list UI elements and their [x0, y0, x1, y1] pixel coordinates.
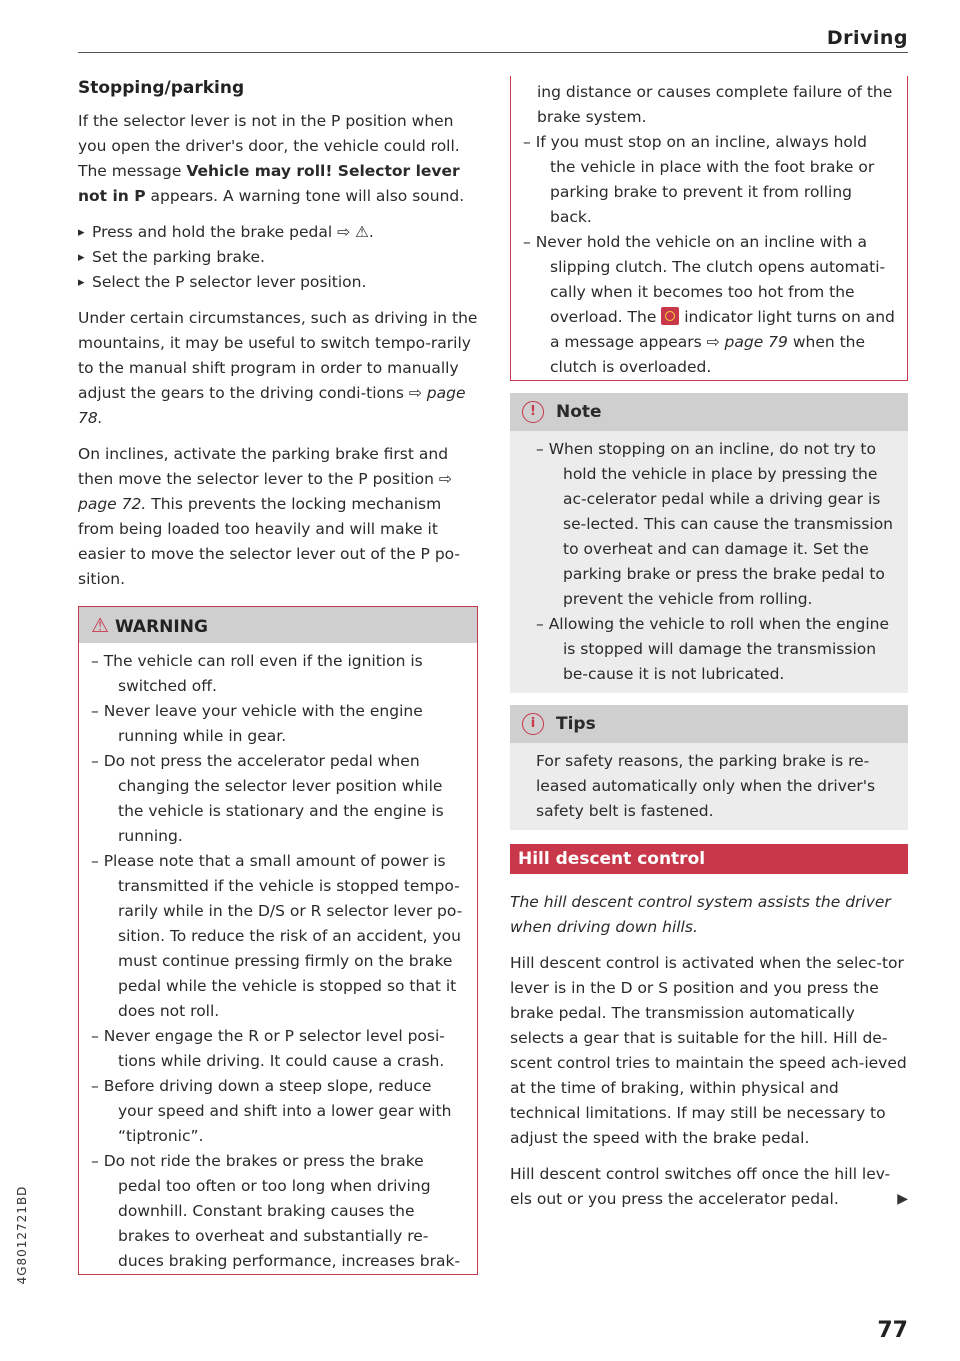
hill-paragraph-2 — [510, 1162, 908, 1212]
paragraph-intro — [78, 109, 478, 209]
tips-box — [510, 705, 908, 830]
warning-item: – Do not ride the brakes or press the brake pedal too often or too long when driving downhill. Constant braking causes the brakes to overheat and substantially re-duces braking performance, increases brak- — [91, 1149, 465, 1274]
step-item: ▸ Set the parking brake. — [78, 245, 478, 270]
text-run: Hill descent control switches off once the hill lev-els out or you press the accelerator pedal. — [510, 1165, 891, 1208]
hill-intro: The hill descent control system assists the driver when driving down hills. — [510, 893, 891, 936]
tips-header — [510, 705, 908, 743]
text-run: If the selector lever is not in the P position when you open the driver's door, the vehicle could roll. The message — [78, 112, 460, 180]
document-code-text: 4G8012721BD — [15, 1185, 29, 1285]
hill-paragraph-1: Hill descent control is activated when the selec-tor lever is in the D or S position and you press the brake pedal. The transmission automatically selects a gear that is suitable for the hill. Hill de-scent control tries to maintain the speed ach-ieved at the time of braking, within physical and technical limitations. If may still be necessary to adjust the speed with the brake pedal. — [510, 954, 907, 1147]
tips-info-icon: i — [522, 713, 544, 735]
warning-item: – Before driving down a steep slope, reduce your speed and shift into a lower gear with “tiptronic”. — [91, 1074, 465, 1149]
step-item: ▸ Press and hold the brake pedal ⇨ ⚠. — [78, 220, 478, 245]
note-item: – When stopping on an incline, do not try to hold the vehicle in place by pressing the ac-celerator pedal while a driving gear is se-lected. This can cause the transmission to overheat and can damage it. Set the parking brake or press the brake pedal to prevent the vehicle from rolling. — [536, 437, 896, 612]
warning-box — [78, 606, 478, 1275]
text-run: indicator light turns on and a message appears — [550, 308, 895, 351]
warning-item-clutch — [523, 230, 895, 380]
page-link[interactable]: ⇨ page 79 — [706, 333, 788, 351]
tips-text: For safety reasons, the parking brake is re-leased automatically only when the driver's safety belt is fastened. — [536, 752, 876, 820]
text-run: when the clutch is overloaded. — [550, 333, 866, 376]
paragraph-inclines — [78, 442, 478, 592]
note-exclamation-icon: ! — [522, 401, 544, 423]
text-run: appears. A warning tone will also sound. — [145, 187, 465, 205]
text-run: Under certain circumstances, such as driving in the mountains, it may be useful to switch tempo-rarily to the manual shift program in order to manually adjust the gears to the driving condi-tions — [78, 309, 478, 402]
tips-title: Tips — [556, 714, 596, 734]
message-text: Vehicle may roll! Selector lever not in P — [78, 162, 460, 205]
step-list — [78, 220, 478, 295]
note-header — [510, 393, 908, 431]
header-rule — [78, 52, 908, 53]
paragraph-mountains — [78, 306, 478, 431]
warning-item: – The vehicle can roll even if the ignition is switched off. — [91, 649, 465, 699]
warning-triangle-icon: ⚠ — [91, 613, 109, 637]
warning-item: – If you must stop on an incline, always hold the vehicle in place with the foot brake or parking brake to prevent it from rolling back. — [523, 130, 895, 230]
warning-item: – Never engage the R or P selector level posi-tions while driving. It could cause a crash. — [91, 1024, 465, 1074]
page-number: 77 — [877, 1318, 908, 1343]
clutch-indicator-icon — [661, 307, 679, 325]
page-link[interactable]: ⇨ page 78. — [78, 384, 466, 427]
hill-descent-heading: Hill descent control — [510, 844, 908, 874]
warning-item: – Do not press the accelerator pedal when changing the selector lever position while the vehicle is stationary and the engine is running. — [91, 749, 465, 849]
section-title: Stopping/parking — [78, 78, 245, 98]
note-item: – Allowing the vehicle to roll when the engine is stopped will damage the transmission be-cause it is not lubricated. — [536, 612, 896, 687]
running-header: Driving — [826, 27, 908, 49]
text-run: On inclines, activate the parking brake first and then move the selector lever to the P position — [78, 445, 449, 488]
text-run: Never hold the vehicle on an incline with a slipping clutch. The clutch opens automati-cally when it becomes too hot from the overload. The — [535, 233, 886, 326]
warning-title: WARNING — [114, 617, 208, 637]
note-title: Note — [556, 402, 602, 422]
warning-list-continued — [523, 130, 895, 380]
warning-item: – Please note that a small amount of power is transmitted if the vehicle is stopped tempo-rarily while in the D/S or R selector lever po-sition. To reduce the risk of an accident, you must continue pressing firmly on the brake pedal while the vehicle is stopped so that it does not roll. — [91, 849, 465, 1024]
page-link[interactable]: ⇨ page 72. — [78, 470, 452, 513]
continue-arrow-icon: ▶ — [897, 1191, 908, 1207]
right-column — [510, 76, 908, 1223]
text-run: This prevents the locking mechanism from being loaded too heavily and will make it easier to move the selector lever out of the P po-sition. — [78, 495, 461, 588]
left-column — [78, 70, 478, 1275]
warning-item: – Never leave your vehicle with the engine running while in gear. — [91, 699, 465, 749]
warning-box-continued — [510, 76, 908, 381]
warning-list — [91, 649, 465, 1274]
warning-header — [79, 607, 477, 643]
document-code — [12, 1135, 32, 1335]
note-box — [510, 393, 908, 693]
warning-continuation: ing distance or causes complete failure of the brake system. — [537, 83, 893, 126]
step-item: ▸ Select the P selector lever position. — [78, 270, 478, 295]
note-list — [522, 437, 896, 689]
